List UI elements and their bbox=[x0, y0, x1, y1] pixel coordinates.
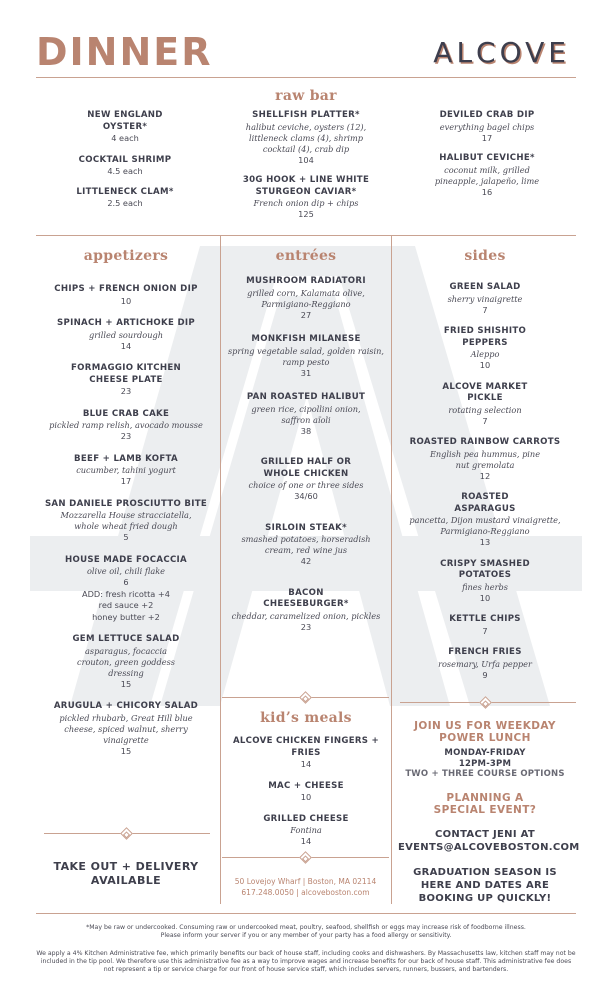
power-lunch-title: JOIN US FOR WEEKDAY POWER LUNCH bbox=[414, 720, 556, 744]
sides-title: sides bbox=[464, 248, 506, 264]
address-line: 50 Lovejoy Wharf | Boston, MA 02114 bbox=[234, 877, 377, 886]
menu-item: BEEF + LAMB KOFTA cucumber, tahini yogurt 17 bbox=[74, 453, 178, 486]
brand-logo: ALCOVE bbox=[433, 36, 570, 69]
menu-item: ROASTED RAINBOW CARROTS English pea hummus, pine nut gremolata 12 bbox=[409, 437, 561, 481]
kids-title: kid’s meals bbox=[260, 710, 352, 726]
event-title: PLANNING A SPECIAL EVENT? bbox=[433, 791, 537, 816]
address-block bbox=[222, 876, 389, 898]
menu-item: KETTLE CHIPS 7 bbox=[449, 614, 521, 636]
menu-item: CRISPY SMASHED POTATOES fines herbs 10 bbox=[440, 558, 530, 603]
menu-item: GRILLED HALF OR WHOLE CHICKEN choice of one or three sides 34/60 bbox=[248, 457, 364, 501]
menu-item: MUSHROOM RADIATORI grilled corn, Kalamata olive, Parmigiano-Reggiano 27 bbox=[246, 276, 366, 320]
entrees-section bbox=[226, 248, 386, 633]
entrees-title: entrées bbox=[275, 248, 337, 264]
lunch-hours: 12PM-3PM bbox=[458, 758, 512, 769]
menu-item: SHELLFISH PLATTER* halibut ceviche, oysters (12), littleneck clams (4), shrimp cocktail (4), crab dip 104 bbox=[245, 110, 367, 165]
menu-item: ARUGULA + CHICORY SALAD pickled rhubarb, Great Hill blue cheese, spiced walnut, sherry vinaigrette 15 bbox=[53, 701, 199, 756]
footer-divider bbox=[36, 913, 576, 914]
contact-line: CONTACT JENI AT bbox=[434, 828, 536, 840]
menu-item: CHIPS + FRENCH ONION DIP 10 bbox=[54, 284, 198, 306]
raw-food-disclaimer: *May be raw or undercooked. Consuming raw or undercooked meat, poultry, seafood, shellfish or eggs may increase risk of foodborne illness. Please inform your server if you or any member of your party has a food allergy or sensitivity. bbox=[86, 924, 526, 939]
menu-item: HALIBUT CEVICHE* coconut milk, grilled pineapple, jalapeño, lime 16 bbox=[434, 153, 540, 197]
menu-item: ALCOVE CHICKEN FINGERS + FRIES 14 bbox=[232, 736, 380, 769]
menu-item: FRIED SHISHITO PEPPERS Aleppo 10 bbox=[443, 326, 527, 370]
appetizers-section bbox=[40, 248, 212, 757]
phone-website-line: 617.248.0050 | alcoveboston.com bbox=[241, 888, 370, 897]
diamond-ornament-icon bbox=[299, 851, 312, 864]
graduation-notice: GRADUATION SEASON IS HERE AND DATES ARE BOOKING UP QUICKLY! bbox=[413, 866, 557, 904]
appetizers-title: appetizers bbox=[83, 248, 169, 264]
top-divider bbox=[36, 77, 576, 78]
menu-item: SIRLOIN STEAK* smashed potatoes, horseradish cream, red wine jus 42 bbox=[241, 522, 371, 566]
promo-section bbox=[398, 720, 580, 905]
column-divider-left bbox=[220, 236, 221, 904]
menu-item: 30G HOOK + LINE WHITE STURGEON CAVIAR* French onion dip + chips 125 bbox=[242, 175, 370, 219]
diamond-ornament-icon bbox=[120, 827, 133, 840]
menu-item: MONKFISH MILANESE spring vegetable salad, golden raisin, ramp pesto 31 bbox=[227, 334, 385, 378]
menu-item: BLUE CRAB CAKE pickled ramp relish, avocado mousse 23 bbox=[49, 408, 203, 441]
raw-bar-right-column bbox=[412, 110, 562, 198]
column-divider-right bbox=[391, 236, 392, 904]
menu-item: NEW ENGLAND OYSTER* 4 each bbox=[87, 110, 163, 143]
raw-bar-section-title: raw bar bbox=[275, 88, 337, 104]
page-title: DINNER bbox=[36, 30, 213, 74]
menu-item: GREEN SALAD sherry vinaigrette 7 bbox=[447, 282, 523, 315]
menu-item: LITTLENECK CLAM* 2.5 each bbox=[76, 186, 174, 208]
menu-item: HOUSE MADE FOCACCIA olive oil, chili flake 6 ADD: fresh ricotta +4 red sauce +2 honey butter +2 bbox=[64, 554, 188, 622]
menu-item: SPINACH + ARTICHOKE DIP grilled sourdough 14 bbox=[56, 318, 195, 351]
lunch-options: TWO + THREE COURSE OPTIONS bbox=[405, 769, 565, 779]
sides-section bbox=[398, 248, 572, 681]
kids-section bbox=[226, 710, 386, 848]
takeout-notice: TAKE OUT + DELIVERY AVAILABLE bbox=[53, 860, 199, 887]
raw-bar-center-column bbox=[232, 110, 380, 221]
lunch-days: MONDAY-FRIDAY bbox=[444, 748, 526, 758]
menu-item: ALCOVE MARKET PICKLE rotating selection 7 bbox=[442, 381, 528, 426]
menu-item: GRILLED CHEESE Fontina 14 bbox=[263, 813, 349, 846]
menu-item: GEM LETTUCE SALAD asparagus, focaccia crouton, green goddess dressing 15 bbox=[72, 634, 180, 689]
menu-item: SAN DANIELE PROSCIUTTO BITE Mozzarella House stracciatella, whole wheat fried dough 5 bbox=[44, 498, 208, 542]
events-email-link[interactable]: EVENTS@ALCOVEBOSTON.COM bbox=[398, 841, 580, 853]
kitchen-fee-notice: We apply a 4% Kitchen Administrative fee, which primarily benefits our back of house staff, including cooks and dishwashers. By Massachusetts law, kitchen staff may not be included in the tip pool. We therefore use this administrative fee as a way to improve wages and increase benefits for our back of house staff. This administrative fee does not represent a tip or service charge for our front of house service staff, which includes servers, runners, bussers, and bartenders. bbox=[36, 950, 576, 973]
menu-item: COCKTAIL SHRIMP 4.5 each bbox=[78, 154, 172, 176]
menu-item: DEVILED CRAB DIP everything bagel chips 17 bbox=[439, 110, 535, 143]
menu-item: MAC + CHEESE 10 bbox=[268, 780, 344, 802]
raw-bar-left-column bbox=[60, 110, 190, 210]
menu-item: PAN ROASTED HALIBUT green rice, cipollini onion, saffron aïoli 38 bbox=[246, 392, 366, 436]
menu-item: BACON CHEESEBURGER* cheddar, caramelized onion, pickles 23 bbox=[231, 587, 381, 632]
menu-item: FORMAGGIO KITCHEN CHEESE PLATE 23 bbox=[71, 363, 181, 396]
menu-item: FRENCH FRIES rosemary, Urfa pepper 9 bbox=[438, 647, 532, 680]
menu-item: ROASTED ASPARAGUS pancetta, Dijon mustard vinaigrette, Parmigiano-Reggiano 13 bbox=[409, 492, 561, 547]
raw-bar-divider bbox=[36, 235, 576, 236]
